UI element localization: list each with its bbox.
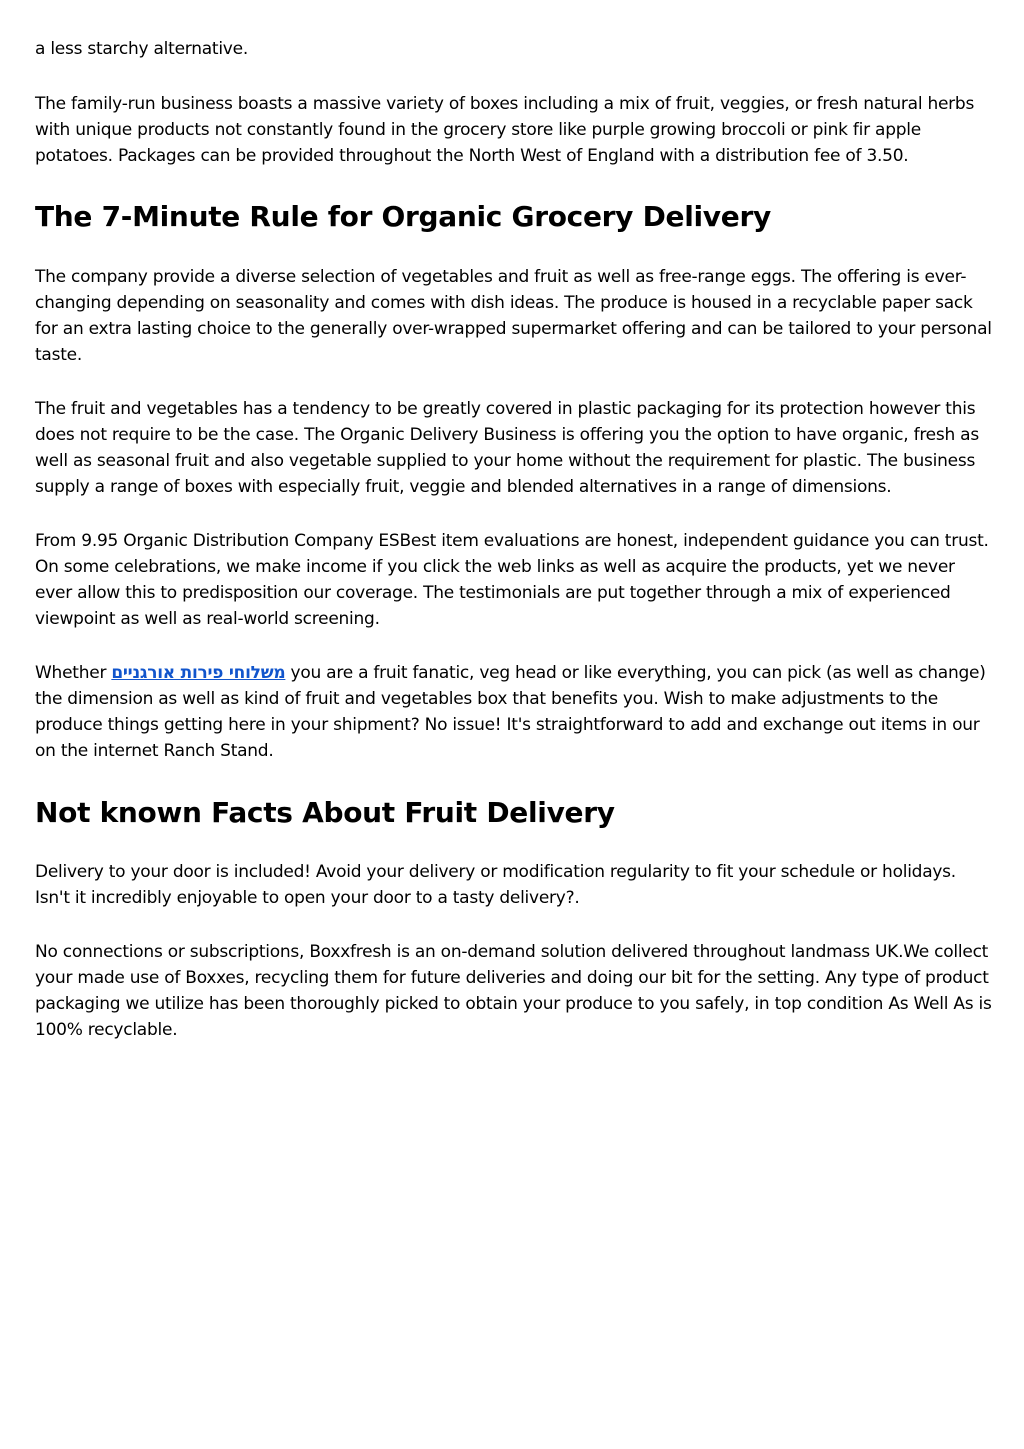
paragraph-family-business: The family-run business boasts a massive variety of boxes including a mix of fruit, veggies, or fresh natural herbs with unique products not constantly found in the grocery store like purple growing broccoli or pink fir apple potatoes. Packages can be provided throughout the North West of England with a distribution fee of 3.50. [35,94,975,166]
paragraph-whether-after: you are a fruit fanatic, veg head or like everything, you can pick (as well as change) the dimension as well as kind of fruit and vegetables box that benefits you. Wish to make adjustments to the produce things getting here in your shipment? No issue! It's straightforward to add and exchange out items in our on the internet Ranch Stand. [35,663,986,761]
paragraph-boxxfresh: No connections or subscriptions, Boxxfresh is an on-demand solution delivered throughout landmass UK.We collect your made use of Boxxes, recycling them for future deliveries and doing our bit for the setting. Any type of product packaging we utilize has been thoroughly picked to obtain your produce to you safely, in top condition As Well As is 100% recyclable. [35,942,992,1040]
paragraph-company-selection: The company provide a diverse selection of vegetables and fruit as well as free-range eggs. The offering is ever-changing depending on seasonality and comes with dish ideas. The produce is housed in a recyclable paper sack for an extra lasting choice to the generally over-wrapped supermarket offering and can be tailored to your personal taste. [35,267,992,365]
paragraph-delivery-included: Delivery to your door is included! Avoid your delivery or modification regularity to fit your schedule or holidays. Isn't it incredibly enjoyable to open your door to a tasty delivery?. [35,862,956,908]
paragraph-whether [35,660,995,764]
hebrew-organic-delivery-link[interactable]: משלוחי פירות אורגניים [111,663,286,683]
paragraph-intro-fragment: a less starchy alternative. [35,39,248,59]
section-heading-organic-grocery: The 7-Minute Rule for Organic Grocery Delivery [35,200,771,233]
paragraph-evaluations: From 9.95 Organic Distribution Company ESBest item evaluations are honest, independent guidance you can trust. On some celebrations, we make income if you click the web links as well as acquire the products, yet we never ever allow this to predisposition our coverage. The testimonials are put together through a mix of experienced viewpoint as well as real-world screening. [35,531,989,629]
paragraph-whether-before: Whether [35,663,112,683]
section-heading-fruit-delivery: Not known Facts About Fruit Delivery [35,796,615,829]
paragraph-plastic-packaging: The fruit and vegetables has a tendency to be greatly covered in plastic packaging for its protection however this does not require to be the case. The Organic Delivery Business is offering you the option to have organic, fresh as well as seasonal fruit and also vegetable supplied to your home without the requirement for plastic. The business supply a range of boxes with especially fruit, veggie and blended alternatives in a range of dimensions. [35,399,979,497]
